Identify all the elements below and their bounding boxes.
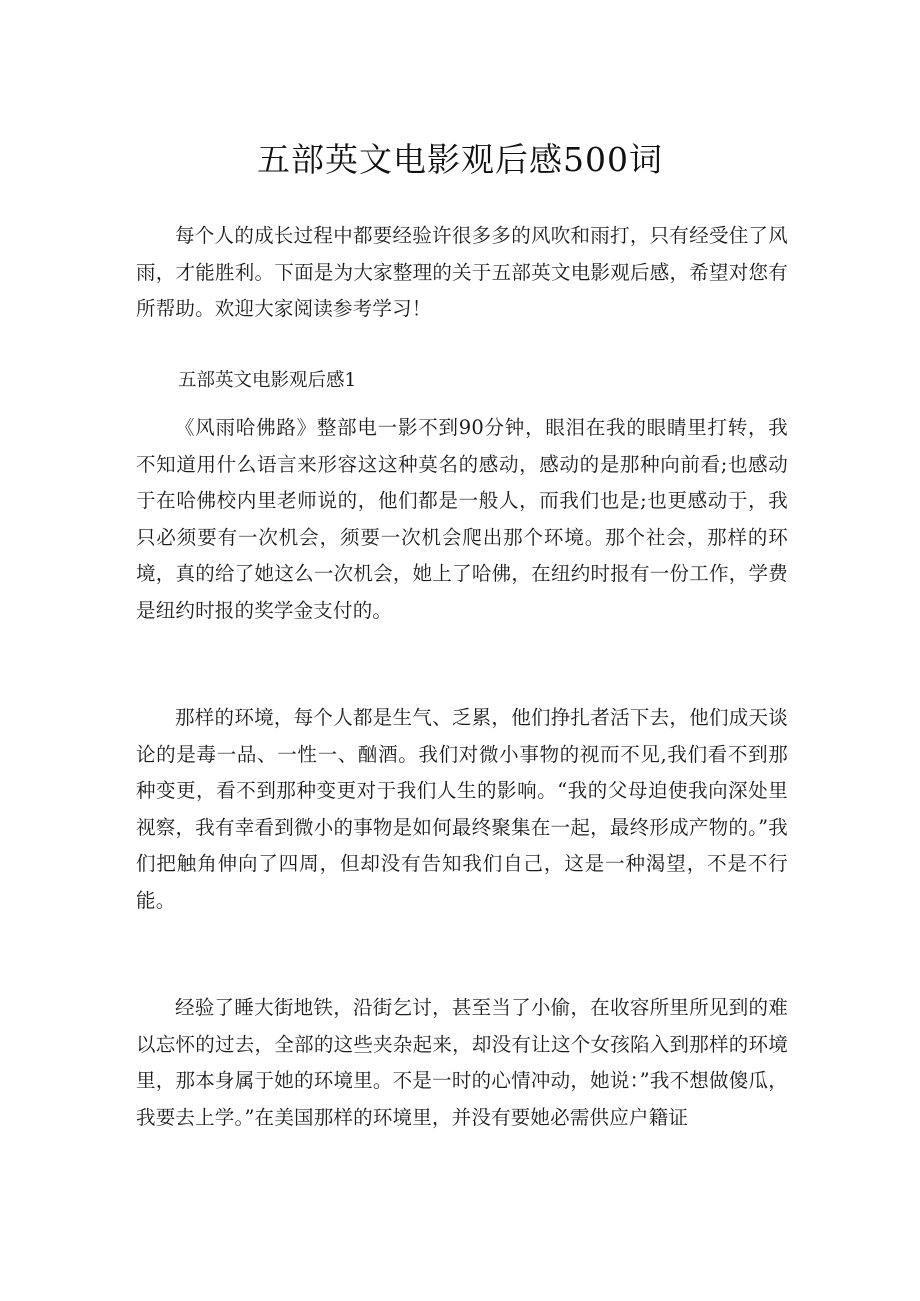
body-paragraph-2: 那样的环境，每个人都是生气、乏累，他们挣扎者活下去，他们成天谈论的是毒一品、一性一、酗酒。我们对微小事物的视而不见,我们看不到那种变更，看不到那种变更对于我们人生的影响。“我的父母迫使我向深处里视察，我有幸看到微小的事物是如何最终聚集在一起，最终形成产物的。”我们把触角伸向了四周，但却没有告知我们自己，这是一种渴望，不是不行能。 — [136, 706, 788, 912]
body-paragraph-3: 经验了睡大街地铁，沿街乞讨，甚至当了小偷，在收容所里所见到的难以忘怀的过去，全部的这些夹杂起来，却没有让这个女孩陷入到那样的环境里，那本身属于她的环境里。不是一时的心情冲动，她说：”我不想做傻瓜，我要去上学。”在美国那样的环境里，并没有要她必需供应户籍证 — [136, 996, 788, 1129]
section-heading: 五部英文电影观后感1 — [178, 370, 357, 391]
body-paragraph-1: 《风雨哈佛路》整部电一影不到90分钟，眼泪在我的眼睛里打转，我不知道用什么语言来形容这这种莫名的感动，感动的是那种向前看;也感动于在哈佛校内里老师说的，他们都是一般人，而我们也是;也更感动于，我只必须要有一次机会，须要一次机会爬出那个环境。那个社会，那样的环境，真的给了她这么一次机会，她上了哈佛，在纽约时报有一份工作，学费是纽约时报的奖学金支付的。 — [136, 416, 788, 622]
document-title: 五部英文电影观后感500词 — [257, 140, 663, 179]
intro-paragraph: 每个人的成长过程中都要经验许很多多的风吹和雨打，只有经受住了风雨，才能胜利。下面是为大家整理的关于五部英文电影观后感，希望对您有所帮助。欢迎大家阅读参考学习！ — [136, 224, 788, 320]
